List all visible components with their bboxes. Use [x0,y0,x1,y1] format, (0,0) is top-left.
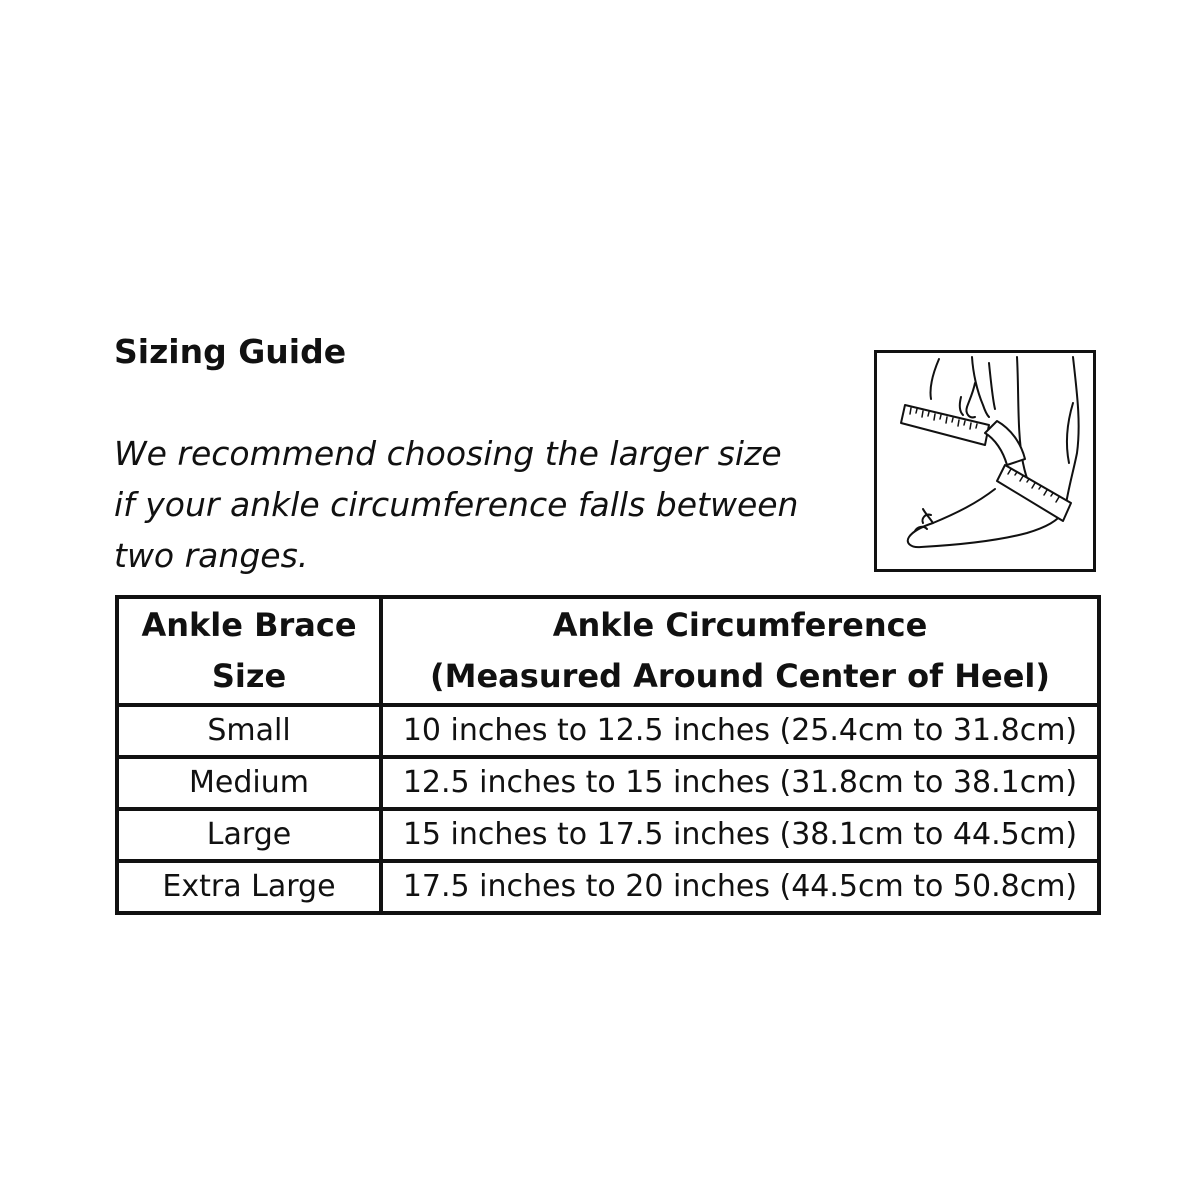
sizing-table [115,595,1101,915]
column-header-circumference [381,597,1099,705]
size-cell: Medium [117,757,381,809]
range-cell: 10 inches to 12.5 inches (25.4cm to 31.8cm) [381,705,1099,757]
column-header-size [117,597,381,705]
recommendation-line: if your ankle circumference falls between [114,485,799,524]
sizing-recommendation [114,428,834,581]
header-line: Size [211,657,287,695]
table-row [117,757,1099,809]
header-line: (Measured Around Center of Heel) [430,657,1050,695]
table-row [117,809,1099,861]
size-cell: Large [117,809,381,861]
range-cell: 17.5 inches to 20 inches (44.5cm to 50.8cm) [381,861,1099,913]
table-row [117,705,1099,757]
range-cell: 15 inches to 17.5 inches (38.1cm to 44.5cm) [381,809,1099,861]
size-cell: Small [117,705,381,757]
recommendation-line: two ranges. [114,536,309,575]
table-row [117,861,1099,913]
range-cell: 12.5 inches to 15 inches (31.8cm to 38.1cm) [381,757,1099,809]
header-line: Ankle Brace [141,606,357,644]
table-header-row [117,597,1099,705]
header-line: Ankle Circumference [552,606,928,644]
page-title: Sizing Guide [114,332,347,371]
recommendation-line: We recommend choosing the larger size [114,434,782,473]
foot-measuring-tape-icon [874,350,1096,572]
size-cell: Extra Large [117,861,381,913]
